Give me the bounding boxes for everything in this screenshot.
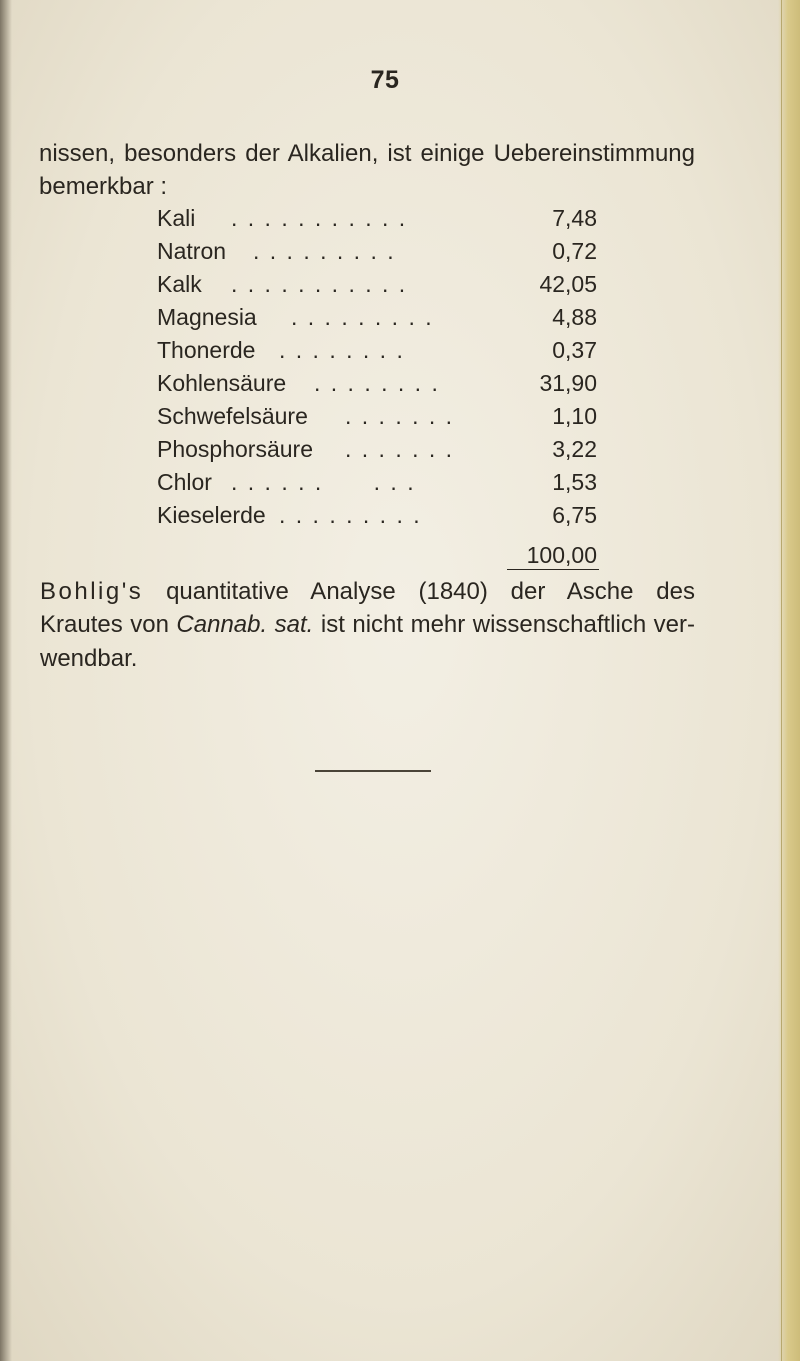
dot-leader: . . . . . . . . . . . bbox=[231, 271, 408, 297]
dot-leader: . . . . . . . . bbox=[314, 370, 440, 396]
page-edge-line bbox=[781, 0, 782, 1361]
dot-leader: . . . . . . . bbox=[345, 403, 455, 429]
component-name: Chlor bbox=[157, 469, 212, 495]
intro-line-2: bemerkbar : bbox=[39, 173, 168, 200]
dot-leader: . . . . . . . . . bbox=[291, 304, 434, 330]
table-row bbox=[157, 500, 597, 533]
page-number: 75 bbox=[370, 66, 400, 94]
component-value: 0,72 bbox=[552, 238, 597, 264]
dot-leader: . . . . . . . . . bbox=[231, 469, 416, 495]
component-name: Schwefelsäure bbox=[157, 403, 308, 429]
component-name: Thonerde bbox=[157, 337, 256, 363]
paragraph-line-2-end: ist nicht mehr wissenschaftlich ver- bbox=[313, 611, 695, 638]
dot-leader: . . . . . . . bbox=[345, 436, 455, 462]
section-divider bbox=[315, 770, 431, 772]
paragraph-line-3: wendbar. bbox=[40, 645, 138, 672]
table-row bbox=[157, 434, 597, 467]
paragraph-line-2 bbox=[40, 611, 695, 639]
plant-name-italic: Cannab. sat. bbox=[176, 611, 314, 638]
table-row bbox=[157, 368, 597, 401]
table-total: 100,00 bbox=[526, 542, 597, 568]
table-row bbox=[157, 302, 597, 335]
component-value: 6,75 bbox=[552, 502, 597, 528]
component-value: 42,05 bbox=[539, 271, 597, 297]
component-name: Magnesia bbox=[157, 304, 257, 330]
component-name: Kohlensäure bbox=[157, 370, 287, 396]
author-name: Bohlig's bbox=[40, 578, 144, 605]
table-row bbox=[157, 335, 597, 368]
table-row bbox=[157, 401, 597, 434]
paragraph-line-2-start: Krautes von bbox=[40, 611, 177, 638]
table-row bbox=[157, 236, 597, 269]
component-value: 1,10 bbox=[552, 403, 597, 429]
table-row bbox=[157, 467, 597, 500]
page-spine-shadow bbox=[0, 0, 12, 1361]
component-name: Kali bbox=[157, 205, 196, 231]
component-name: Phosphorsäure bbox=[157, 436, 313, 462]
component-name: Kieselerde bbox=[157, 502, 266, 528]
component-name: Natron bbox=[157, 238, 227, 264]
component-value: 31,90 bbox=[539, 370, 597, 396]
table-row bbox=[157, 203, 597, 236]
paragraph-line-1-text: quantitative Analyse (1840) der Asche des bbox=[143, 578, 695, 605]
component-name: Kalk bbox=[157, 271, 202, 297]
paragraph-line-1 bbox=[40, 578, 695, 606]
component-value: 7,48 bbox=[552, 205, 597, 231]
dot-leader: . . . . . . . . . bbox=[253, 238, 396, 264]
component-value: 1,53 bbox=[552, 469, 597, 495]
ash-analysis-table bbox=[157, 203, 597, 568]
dot-leader: . . . . . . . . bbox=[279, 337, 405, 363]
dot-leader: . . . . . . . . . . . bbox=[231, 205, 408, 231]
component-value: 3,22 bbox=[552, 436, 597, 462]
component-value: 0,37 bbox=[552, 337, 597, 363]
intro-line-1: nissen, besonders der Alkalien, ist einige Uebereinstimmung bbox=[39, 140, 695, 167]
sum-rule bbox=[507, 569, 599, 570]
table-row bbox=[157, 269, 597, 302]
component-value: 4,88 bbox=[552, 304, 597, 330]
dot-leader: . . . . . . . . . bbox=[279, 502, 422, 528]
